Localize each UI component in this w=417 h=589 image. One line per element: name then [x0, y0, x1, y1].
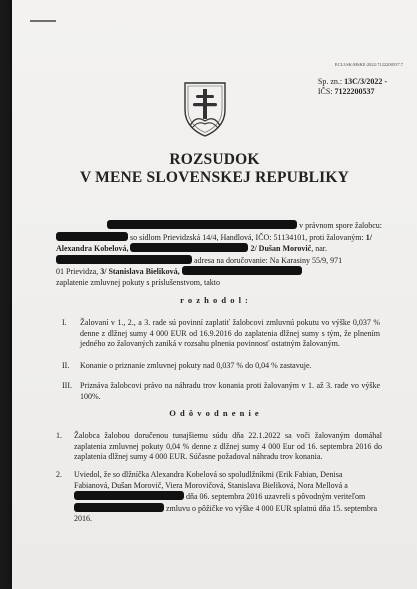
verdict-heading: r o z h o d o l :	[180, 295, 249, 305]
ics-label: IČS:	[317, 87, 333, 96]
intro-paragraph: v právnom spore žalobcu: so sídlom Prievidzská 14/4, Handlová, IČO: 51134101, proti žalovaným: 1/ Alexandra Kobelová, 2/ Dušan Morovič, nar. adresa na doručovanie: Na Karasiny 55/9, 971 01 Prievidza, 3/ Stanislava Bieliková, zaplatenie zmluvnej pokuty s príslušenstvom, takto	[56, 221, 382, 287]
verdict-number: III.	[62, 381, 72, 390]
reasoning-heading: O d ô v o d n e n i e	[169, 408, 260, 418]
verdict-item: Konanie o priznanie zmluvnej pokuty nad 0,037 % do 0,04 % zastavuje.	[80, 361, 312, 370]
reason-paragraph: Uviedol, že so dlžníčka Alexandra Kobelová so spoludlžníkmi (Erik Fabian, Denisa Fabianová, Dušan Morovič, Viera Morovičová, Stanislava Bieliková, Nora Mellová a dňa 06. septembra 2016 uzavreli s pôvodným veriteľom zmluvu o pôžičke vo výške 4 000 EUR splatnú dňa 15. septembra 2016.	[74, 470, 378, 523]
redaction-bar	[182, 266, 302, 275]
document-subtitle: V MENE SLOVENSKEJ REPUBLIKY	[79, 169, 350, 186]
verdict-item: Žalovaní v 1., 2., a 3. rade sú povinní zaplatiť žalobcovi zmluvnú pokutu vo výške 0,037 % denne z dlžnej sumy 4 000 EUR od 16.9.2016 do zaplatenia dlžnej sumy s tým, že plnením jedného zo žalovaných zaniká v rozsahu plnenia povinnosť ostatným žalovaným.	[80, 318, 380, 348]
reason-number: 2.	[56, 470, 62, 479]
redaction-bar	[56, 232, 128, 241]
reason-paragraph: Žalobca žalobou doručenou tunajšiemu súdu dňa 22.1.2022 sa voči žalovaným domáhal zaplatenia zmluvnej pokuty 0,04 % denne z dlžnej sumy 4 000 Eur od 16. septembra 2016 do zaplatenia dlžnej sumy 4 000 EUR. Súčasne požadoval náhradu trov konania.	[74, 431, 382, 461]
staple-mark	[30, 20, 56, 22]
reason-number: 1.	[56, 431, 62, 440]
document-page	[12, 0, 417, 589]
verdict-item: Priznáva žalobcovi právo na náhradu trov konania proti žalovaným v 1. až 3. rade vo výške 100%.	[80, 381, 380, 401]
verdict-number: II.	[62, 361, 70, 370]
ecli-identifier: ECLI:SK:MSKE:2022:7122200537.7	[334, 62, 403, 67]
redaction-bar	[130, 243, 248, 252]
spzn-value: 13C/3/2022 -	[344, 77, 387, 86]
document-title: ROZSUDOK	[169, 151, 260, 168]
redaction-bar	[56, 255, 192, 264]
redaction-bar	[107, 220, 297, 229]
case-number-block	[318, 77, 387, 97]
spzn-label: Sp. zn.:	[317, 77, 343, 86]
ics-value: 7122200537	[334, 87, 375, 96]
verdict-number: I.	[62, 318, 67, 327]
state-emblem-icon	[182, 80, 228, 138]
redaction-bar	[74, 503, 164, 512]
redaction-bar	[74, 491, 184, 500]
